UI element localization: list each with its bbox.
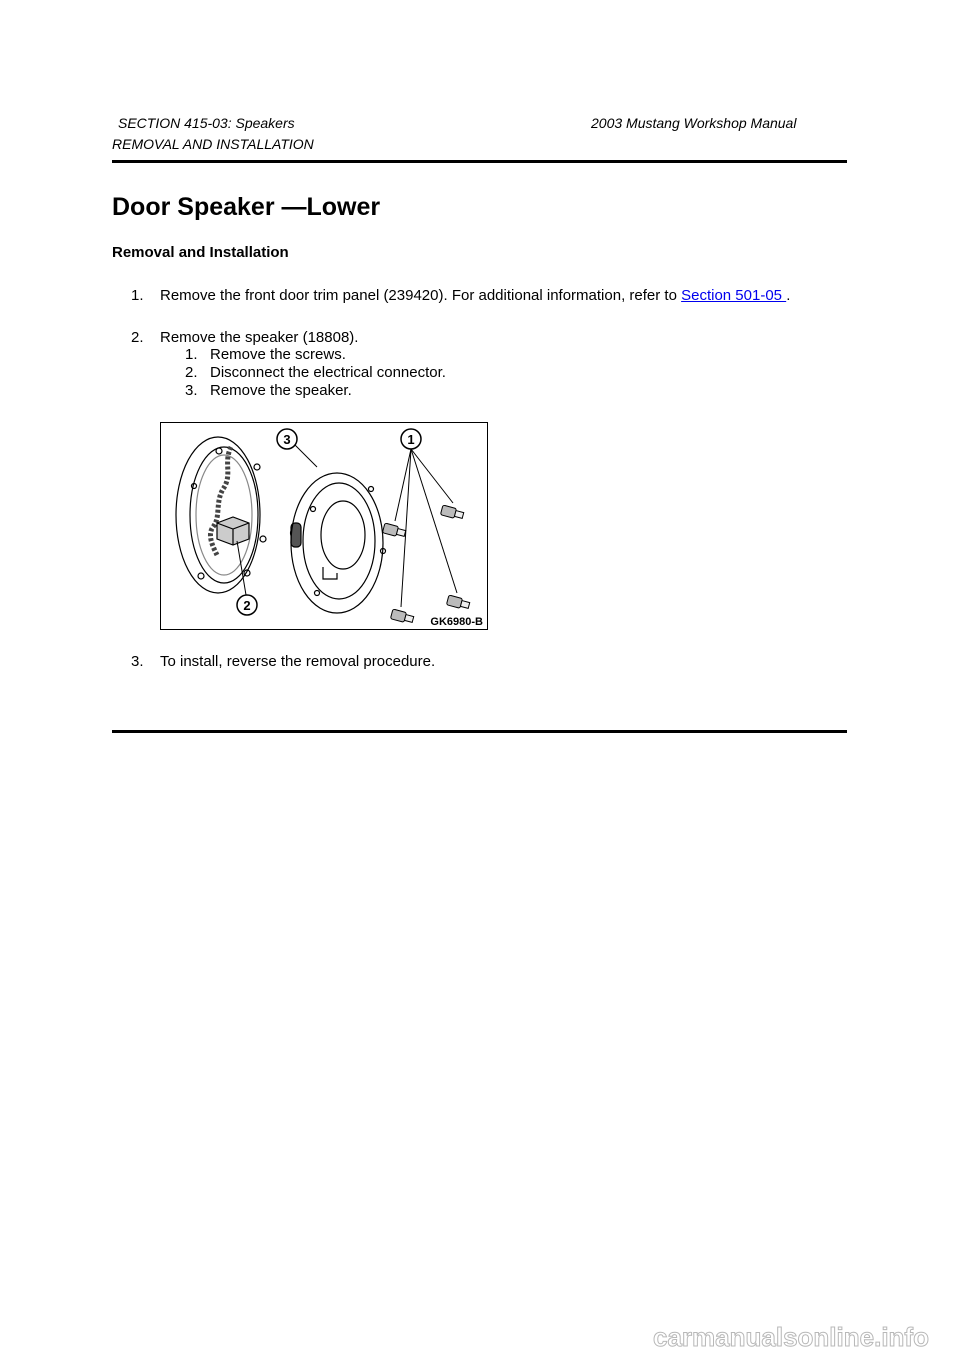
callout-3 xyxy=(277,429,297,449)
watermark-text: carmanualsonline.info xyxy=(653,1322,929,1352)
callout-2-label: 2 xyxy=(243,598,251,613)
section-501-05-link[interactable]: Section 501-05 xyxy=(681,287,787,304)
screws-drawing xyxy=(382,505,470,624)
step-number: 1. xyxy=(131,287,144,304)
step-text: To install, reverse the removal procedure. xyxy=(160,653,436,670)
footer-divider xyxy=(112,730,847,733)
header-section-title: SECTION 415-03: Speakers xyxy=(118,115,295,131)
door-panel-drawing xyxy=(176,437,266,593)
step-1-text: Remove the front door trim panel (239420). For additional information, refer to xyxy=(160,287,682,304)
substep-number: 1. xyxy=(185,346,198,363)
header-manual-title: 2003 Mustang Workshop Manual xyxy=(591,115,797,131)
figure-id-label: GK6980-B xyxy=(430,616,483,628)
step-text xyxy=(160,287,790,304)
section-heading: Removal and Installation xyxy=(112,244,289,261)
header-subtitle: REMOVAL AND INSTALLATION xyxy=(112,136,314,152)
substep-text: Remove the speaker. xyxy=(210,382,352,399)
page-title: Door Speaker —Lower xyxy=(112,193,381,221)
header-divider xyxy=(112,160,847,163)
watermark-logo xyxy=(628,1318,954,1354)
speaker-drawing xyxy=(291,473,386,613)
step-number: 2. xyxy=(131,329,144,346)
substep-text: Disconnect the electrical connector. xyxy=(210,364,446,381)
step-1-suffix: . xyxy=(786,287,791,304)
speaker-removal-illustration xyxy=(160,422,488,630)
callout-leaders xyxy=(237,445,457,607)
callout-1-label: 1 xyxy=(407,432,415,447)
substep-text: Remove the screws. xyxy=(210,346,346,363)
callout-2 xyxy=(237,595,257,615)
substep-number: 2. xyxy=(185,364,198,381)
callout-1 xyxy=(401,429,421,449)
substep-number: 3. xyxy=(185,382,198,399)
step-text: Remove the speaker (18808). xyxy=(160,329,359,346)
callout-3-label: 3 xyxy=(283,432,291,447)
step-number: 3. xyxy=(131,653,144,670)
